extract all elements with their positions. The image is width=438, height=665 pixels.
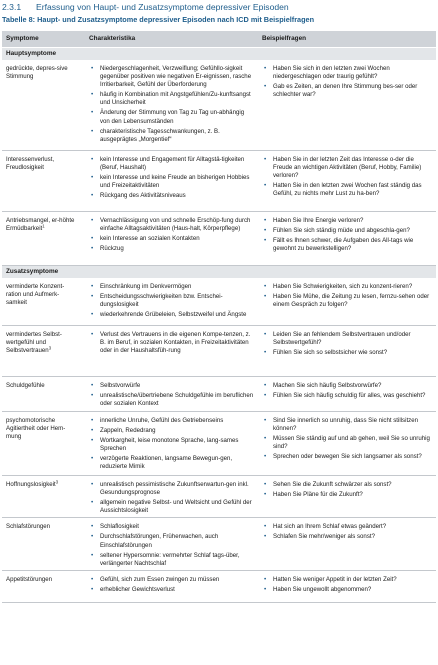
questions-list	[262, 523, 432, 541]
questions-cell	[258, 570, 436, 602]
list-item: • Vernachlässigung von und schnelle Erschöp-fung durch einfache Alltagsaktivitäten (Haus-halt, Körperpflege)	[89, 217, 254, 233]
symptom-name: Antriebsmangel, er-höhte Ermüdbarkeit	[6, 216, 75, 232]
table-row	[2, 412, 436, 476]
list-item: • Rückgang des Aktivitätsniveaus	[89, 192, 254, 200]
questions-cell	[258, 278, 436, 326]
characteristics-cell	[85, 377, 258, 412]
list-item: • Müssen Sie ständig auf und ab gehen, weil Sie so unruhig sind?	[262, 435, 432, 451]
list-item: • kein Interesse und Engagement für Alltagstä-tigkeiten (Beruf, Haushalt)	[89, 156, 254, 172]
symptom-cell	[2, 326, 85, 377]
characteristics-cell	[85, 211, 258, 265]
characteristics-cell	[85, 60, 258, 150]
group-row	[2, 265, 436, 278]
list-item: • Haben Sie Pläne für die Zukunft?	[262, 491, 432, 499]
list-item: • Fühlen Sie sich ständig müde und abgeschla-gen?	[262, 227, 432, 235]
list-item: • Rückzug	[89, 245, 254, 253]
footnote-marker: 3	[48, 345, 52, 351]
list-item: • Leiden Sie an fehlendem Selbstvertrauen und/oder Selbstwertgefühl?	[262, 331, 432, 347]
symptom-name: Hoffnungslosigkeit	[6, 481, 56, 488]
questions-cell	[258, 150, 436, 211]
header-characteristics: Charakteristika	[85, 31, 258, 48]
list-item: • kein Interesse und keine Freude an bisherigen Hobbies und Freizeitaktivitäten	[89, 174, 254, 190]
list-item: • Sehen Sie die Zukunft schwärzer als sonst?	[262, 481, 432, 489]
characteristics-cell	[85, 412, 258, 476]
questions-cell	[258, 412, 436, 476]
questions-list	[262, 217, 432, 253]
list-item: • unrealistisch pessimistische Zukunftserwartun-gen inkl. Gesundungsprognose	[89, 481, 254, 497]
questions-list	[262, 331, 432, 357]
symptom-name: Interessenverlust, Freudlosigkeit	[6, 155, 55, 171]
symptom-cell	[2, 570, 85, 602]
questions-list	[262, 283, 432, 309]
section-title: Erfassung von Haupt- und Zusatzsymptome depressiver Episoden	[36, 2, 289, 12]
symptom-cell	[2, 476, 85, 518]
characteristics-list	[89, 576, 254, 594]
list-item: • Fühlen Sie sich so selbstsicher wie sonst?	[262, 349, 432, 357]
questions-cell	[258, 326, 436, 377]
footnote-marker: 3	[55, 479, 59, 485]
group-label: Zusatzsymptome	[2, 265, 436, 278]
table-row	[2, 570, 436, 602]
table-body	[2, 48, 436, 603]
characteristics-list	[89, 331, 254, 355]
symptom-name: psychomotorische Agitiertheit oder Hem-mung	[6, 417, 66, 441]
list-item: • verzögerte Reaktionen, langsame Bewegun-gen, reduzierte Mimik	[89, 455, 254, 471]
list-item: • Gefühl, sich zum Essen zwingen zu müssen	[89, 576, 254, 584]
symptom-cell	[2, 60, 85, 150]
table-row	[2, 377, 436, 412]
table-header-row	[2, 31, 436, 48]
list-item: • allgemein negative Selbst- und Weltsicht und Gefühl der Aussichtslosigkeit	[89, 499, 254, 515]
list-item: • Hatten Sie in den letzten zwei Wochen fast ständig das Gefühl, zu nichts mehr Lust zu ha-ben?	[262, 182, 432, 198]
list-item: • charakteristische Tagesschwankungen, z. B. ausgeprägtes „Morgentief“	[89, 128, 254, 144]
list-item: • Schlafen Sie mehr/weniger als sonst?	[262, 533, 432, 541]
table-row	[2, 60, 436, 150]
group-label: Hauptsymptome	[2, 48, 436, 61]
characteristics-cell	[85, 150, 258, 211]
characteristics-cell	[85, 278, 258, 326]
footnote-marker: 1	[42, 223, 45, 229]
characteristics-list	[89, 156, 254, 200]
symptom-name: gedrückte, depres-sive Stimmung	[6, 65, 68, 81]
list-item: • Schlaflosigkeit	[89, 523, 254, 531]
characteristics-list	[89, 217, 254, 253]
list-item: • innerliche Unruhe, Gefühl des Getriebenseins	[89, 417, 254, 425]
questions-cell	[258, 518, 436, 570]
questions-cell	[258, 60, 436, 150]
questions-list	[262, 417, 432, 461]
header-symptoms: Symptome	[2, 31, 85, 48]
header-example-questions: Beispielfragen	[258, 31, 436, 48]
list-item: • seltener Hypersomnie: vermehrter Schlaf tags-über, verlängerter Nachtschlaf	[89, 552, 254, 568]
symptom-name: verminderte Konzent-ration und Aufmerk-samkeit	[6, 282, 65, 306]
section-heading	[2, 1, 436, 13]
symptom-name: Appetitstörungen	[6, 575, 53, 583]
characteristics-list	[89, 65, 254, 144]
symptom-name: Schuldgefühle	[6, 382, 45, 389]
characteristics-cell	[85, 476, 258, 518]
questions-list	[262, 156, 432, 198]
list-item: • Haben Sie Mühe, die Zeitung zu lesen, fernzu-sehen oder einem Gespräch zu folgen?	[262, 293, 432, 309]
list-item: • Haben Sie in der letzten Zeit das Interesse o-der die Freude an wichtigen Aktivitäten (Beruf, Hobby, Familie) verloren?	[262, 156, 432, 180]
list-item: • Sprechen oder bewegen Sie sich langsamer als sonst?	[262, 453, 432, 461]
questions-cell	[258, 476, 436, 518]
symptom-name: vermindertes Selbst-wertgefühl und Selbstvertrauen	[6, 331, 62, 355]
characteristics-list	[89, 382, 254, 408]
list-item: • unrealistische/übertriebene Schuldgefühle im beruflichen oder sozialen Kontext	[89, 392, 254, 408]
questions-list	[262, 382, 432, 400]
list-item: • Machen Sie sich häufig Selbstvorwürfe?	[262, 382, 432, 390]
table-row	[2, 150, 436, 211]
symptoms-table	[2, 31, 436, 603]
questions-cell	[258, 211, 436, 265]
symptom-cell	[2, 377, 85, 412]
characteristics-cell	[85, 518, 258, 570]
list-item: • Wortkargheit, leise monotone Sprache, lang-sames Sprechen	[89, 437, 254, 453]
characteristics-list	[89, 523, 254, 567]
list-item: • Haben Sie Ihre Energie verloren?	[262, 217, 432, 225]
list-item: • Haben Sie sich in den letzten zwei Wochen niedergeschlagen oder traurig gefühlt?	[262, 65, 432, 81]
symptom-cell	[2, 211, 85, 265]
section-number: 2.3.1	[2, 2, 22, 12]
list-item: • häufig in Kombination mit Angstgefühlen/Zu-kunftsangst und Unsicherheit	[89, 91, 254, 107]
list-item: • Entscheidungsschwierigkeiten bzw. Entschei-dungslosigkeit	[89, 293, 254, 309]
table-row	[2, 326, 436, 377]
group-row	[2, 48, 436, 61]
list-item: • Haben Sie Schwierigkeiten, sich zu konzent-rieren?	[262, 283, 432, 291]
symptom-name: Schlafstörungen	[6, 523, 51, 531]
table-row	[2, 476, 436, 518]
characteristics-list	[89, 481, 254, 515]
questions-list	[262, 576, 432, 594]
list-item: • Einschränkung im Denkvermögen	[89, 283, 254, 291]
symptom-cell	[2, 278, 85, 326]
questions-list	[262, 481, 432, 499]
characteristics-cell	[85, 326, 258, 377]
table-caption: Tabelle 8: Haupt- und Zusatzsymptome depressiver Episoden nach ICD mit Beispielfragen	[2, 15, 315, 24]
questions-cell	[258, 377, 436, 412]
list-item: • Hat sich an Ihrem Schlaf etwas geändert?	[262, 523, 432, 531]
list-item: • Haben Sie ungewollt abgenommen?	[262, 586, 432, 594]
characteristics-cell	[85, 570, 258, 602]
list-item: • kein Interesse an sozialen Kontakten	[89, 235, 254, 243]
list-item: • Fühlen Sie sich häufig schuldig für alles, was geschieht?	[262, 392, 432, 400]
list-item: • Änderung der Stimmung von Tag zu Tag un-abhängig von den Lebensumständen	[89, 109, 254, 125]
questions-list	[262, 65, 432, 99]
characteristics-list	[89, 417, 254, 472]
symptom-cell	[2, 412, 85, 476]
table-row	[2, 278, 436, 326]
list-item: • Niedergeschlagenheit, Verzweiflung; Gefühllo-sigkeit gegenüber positiven wie negativen Er-eignissen, rasche Irritierbarkeit, Gefühl der Überforderung	[89, 65, 254, 89]
table-row	[2, 211, 436, 265]
symptom-cell	[2, 150, 85, 211]
list-item: • Sind Sie innerlich so unruhig, dass Sie nicht stillsitzen können?	[262, 417, 432, 433]
symptom-cell	[2, 518, 85, 570]
list-item: • Verlust des Vertrauens in die eigenen Kompe-tenzen, z. B. im Beruf, in sozialen Kontakten, in Freizeitaktivitäten oder in der Haushaltsfüh-rung	[89, 331, 254, 355]
list-item: • Durchschlafstörungen, Früherwachen, auch Einschlafstörungen	[89, 533, 254, 549]
list-item: • Hatten Sie weniger Appetit in der letzten Zeit?	[262, 576, 432, 584]
characteristics-list	[89, 283, 254, 319]
table-row	[2, 518, 436, 570]
list-item: • Selbstvorwürfe	[89, 382, 254, 390]
list-item: • Fällt es Ihnen schwer, die Aufgaben des All-tags wie gewohnt zu bewerkstelligen?	[262, 237, 432, 253]
list-item: • Gab es Zeiten, an denen Ihre Stimmung bes-ser oder schlechter war?	[262, 83, 432, 99]
list-item: • wiederkehrende Grübeleien, Selbstzweifel und Ängste	[89, 311, 254, 319]
list-item: • Zappeln, Rededrang	[89, 427, 254, 435]
list-item: • erheblicher Gewichtsverlust	[89, 586, 254, 594]
